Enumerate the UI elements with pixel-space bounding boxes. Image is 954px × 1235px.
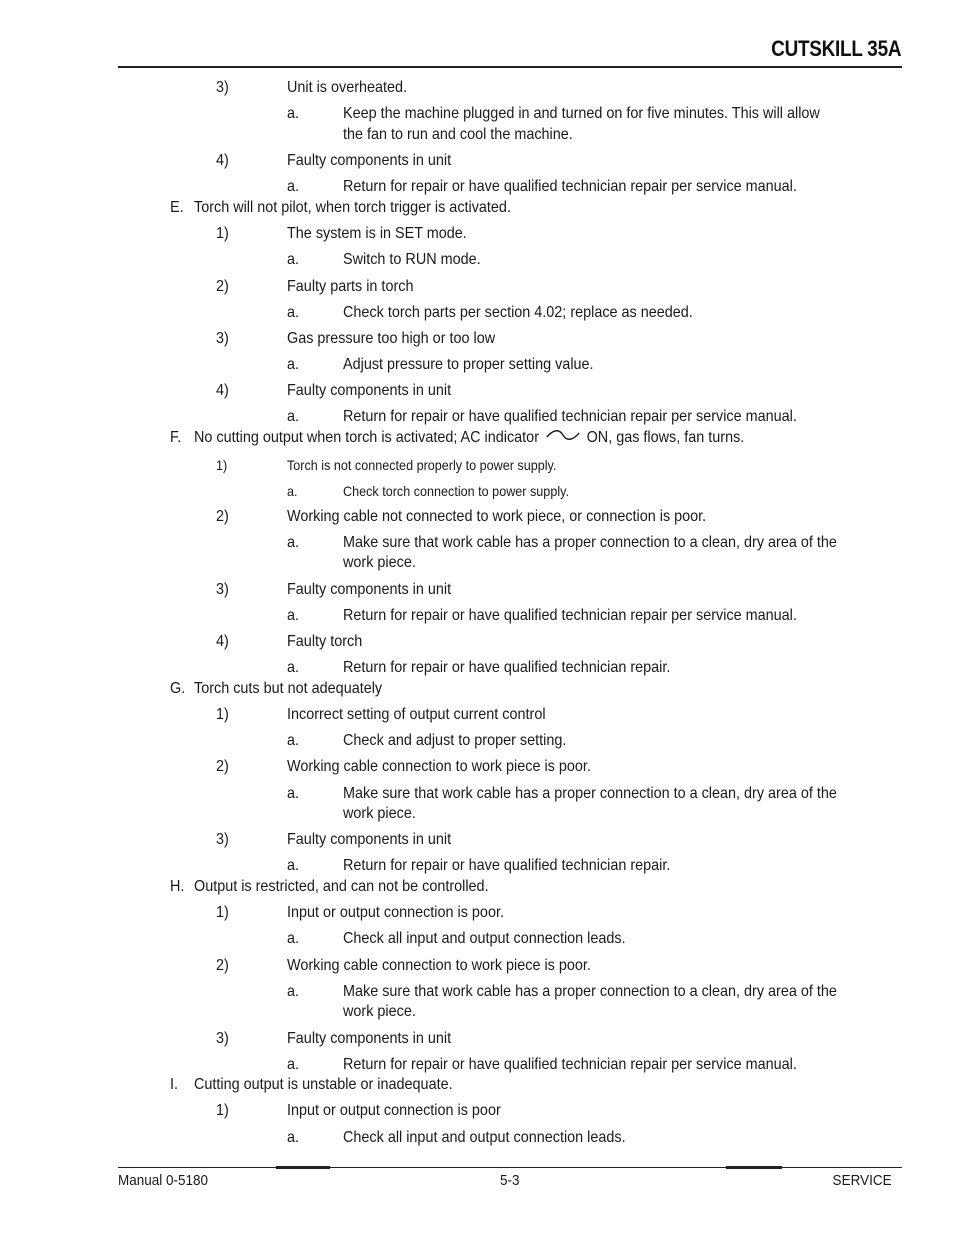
section-label: H. (170, 878, 185, 895)
remedy-text: Return for repair or have qualified technician repair. (343, 659, 671, 676)
remedy-letter: a. (287, 1056, 300, 1073)
remedy-letter: a. (287, 857, 300, 874)
section-label: E. (170, 199, 184, 216)
section-heading: Cutting output is unstable or inadequate. (194, 1076, 453, 1093)
remedy-letter: a. (287, 408, 300, 425)
section-heading-part2: ON, gas flows, fan turns. (586, 429, 745, 447)
cause-number: 2) (216, 957, 229, 974)
cause-number: 3) (216, 831, 229, 848)
remedy-text-continued: work piece. (343, 805, 416, 822)
footer-manual-number: Manual 0-5180 (118, 1172, 209, 1189)
remedy-text: Check torch parts per section 4.02; replace as needed. (343, 304, 693, 321)
section-label: I. (170, 1076, 179, 1093)
cause-number: 3) (216, 581, 229, 598)
remedy-text: Check torch connection to power supply. (343, 483, 569, 499)
remedy-letter: a. (287, 356, 300, 373)
cause-number: 1) (216, 225, 229, 242)
section-heading (194, 428, 744, 448)
footer-accent-left (276, 1166, 330, 1169)
cause-number: 2) (216, 508, 229, 525)
remedy-text: Check all input and output connection leads. (343, 1129, 626, 1146)
remedy-text: Return for repair or have qualified technician repair. (343, 857, 671, 874)
remedy-text: Return for repair or have qualified technician repair per service manual. (343, 408, 797, 425)
remedy-text: Keep the machine plugged in and turned on for five minutes. This will allow (343, 105, 820, 122)
cause-number: 3) (216, 79, 229, 96)
cause-text: Faulty components in unit (287, 152, 452, 169)
remedy-letter: a. (287, 732, 300, 749)
cause-text: Torch is not connected properly to power supply. (287, 457, 557, 473)
remedy-text-continued: the fan to run and cool the machine. (343, 126, 573, 143)
remedy-letter: a. (287, 251, 300, 268)
remedy-letter: a. (287, 534, 300, 551)
ac-wave-icon (545, 428, 581, 448)
remedy-letter: a. (287, 659, 300, 676)
footer-section-name: SERVICE (832, 1172, 892, 1189)
cause-number: 1) (216, 457, 228, 473)
footer-accent-right (726, 1166, 782, 1169)
remedy-text: Make sure that work cable has a proper connection to a clean, dry area of the (343, 785, 837, 802)
remedy-text: Check all input and output connection leads. (343, 930, 626, 947)
remedy-text: Return for repair or have qualified technician repair per service manual. (343, 1056, 797, 1073)
cause-text: Incorrect setting of output current control (287, 706, 546, 723)
cause-text: Faulty components in unit (287, 831, 452, 848)
cause-number: 4) (216, 382, 229, 399)
remedy-text: Make sure that work cable has a proper connection to a clean, dry area of the (343, 983, 837, 1000)
cause-number: 4) (216, 633, 229, 650)
header-rule (118, 66, 902, 68)
cause-number: 2) (216, 278, 229, 295)
cause-text: Input or output connection is poor. (287, 904, 504, 921)
cause-number: 3) (216, 330, 229, 347)
cause-number: 1) (216, 904, 229, 921)
remedy-letter: a. (287, 105, 300, 122)
remedy-text: Adjust pressure to proper setting value. (343, 356, 594, 373)
cause-text: Unit is overheated. (287, 79, 408, 96)
section-heading: Torch cuts but not adequately (194, 680, 383, 697)
remedy-text: Return for repair or have qualified technician repair per service manual. (343, 607, 797, 624)
remedy-letter: a. (287, 930, 300, 947)
header-title: CUTSKILL 35A (770, 36, 901, 61)
section-heading: Output is restricted, and can not be controlled. (194, 878, 489, 895)
cause-number: 2) (216, 758, 229, 775)
section-label: G. (170, 680, 186, 697)
remedy-text: Switch to RUN mode. (343, 251, 481, 268)
cause-number: 1) (216, 1102, 229, 1119)
cause-number: 4) (216, 152, 229, 169)
remedy-text: Return for repair or have qualified technician repair per service manual. (343, 178, 797, 195)
cause-text: Working cable connection to work piece is poor. (287, 957, 591, 974)
remedy-letter: a. (287, 178, 300, 195)
remedy-text: Check and adjust to proper setting. (343, 732, 567, 749)
cause-text: Faulty parts in torch (287, 278, 414, 295)
remedy-text: Make sure that work cable has a proper connection to a clean, dry area of the (343, 534, 837, 551)
remedy-text-continued: work piece. (343, 554, 416, 571)
cause-number: 3) (216, 1030, 229, 1047)
remedy-letter: a. (287, 1129, 300, 1146)
cause-text: Working cable not connected to work piece, or connection is poor. (287, 508, 707, 525)
cause-text: Working cable connection to work piece is poor. (287, 758, 591, 775)
section-label: F. (170, 429, 182, 446)
cause-text: The system is in SET mode. (287, 225, 467, 242)
cause-text: Input or output connection is poor (287, 1102, 501, 1119)
remedy-letter: a. (287, 304, 300, 321)
cause-text: Faulty components in unit (287, 382, 452, 399)
cause-text: Gas pressure too high or too low (287, 330, 496, 347)
remedy-letter: a. (287, 983, 300, 1000)
remedy-letter: a. (287, 785, 300, 802)
cause-text: Faulty components in unit (287, 1030, 452, 1047)
remedy-letter: a. (287, 483, 298, 499)
footer-page-number: 5-3 (500, 1172, 520, 1189)
cause-text: Faulty torch (287, 633, 363, 650)
footer-rule (118, 1167, 902, 1168)
cause-number: 1) (216, 706, 229, 723)
section-heading: Torch will not pilot, when torch trigger is activated. (194, 199, 511, 216)
remedy-letter: a. (287, 607, 300, 624)
cause-text: Faulty components in unit (287, 581, 452, 598)
remedy-text-continued: work piece. (343, 1003, 416, 1020)
section-heading-part1: No cutting output when torch is activated; AC indicator (194, 429, 539, 447)
